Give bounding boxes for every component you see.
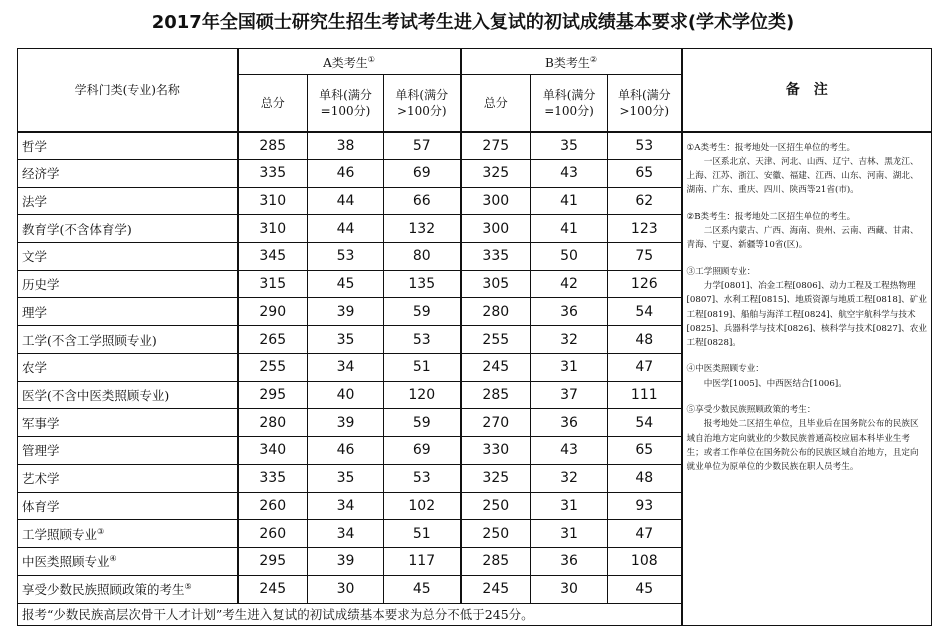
score-cell: 132 [384, 215, 461, 243]
note-item [687, 403, 928, 474]
a-total-header: 总分 [238, 75, 308, 132]
score-cell: 36 [531, 409, 608, 437]
score-cell: 34 [308, 353, 384, 381]
score-cell: 335 [461, 242, 531, 270]
score-cell: 250 [461, 492, 531, 520]
score-cell: 36 [531, 548, 608, 576]
score-cell: 45 [308, 270, 384, 298]
subject-header: 学科门类(专业)名称 [18, 49, 238, 132]
subject-cell: 管理学 [18, 437, 238, 465]
note-body: 力学[0801]、冶金工程[0806]、动力工程及工程热物理[0807]、水利工程[0815]、地质资源与地质工程[0818]、矿业工程[0819]、船舶与海洋工程[0824]、航空宇航科学与技术[0825]、兵器科学与技术[0826]、核科学与技术[0827]、农业工程[0828]。 [686, 280, 927, 349]
score-cell: 53 [308, 242, 384, 270]
page-title: 2017年全国硕士研究生招生考试考生进入复试的初试成绩基本要求(学术学位类) [151, 12, 795, 33]
footer-note: 报考“少数民族高层次骨干人才计划”考生进入复试的初试成绩基本要求为总分不低于245分。 [18, 603, 682, 625]
score-cell: 69 [384, 159, 461, 187]
remarks-cell [682, 132, 932, 626]
subject-cell: 经济学 [18, 159, 238, 187]
score-cell: 59 [384, 298, 461, 326]
score-cell: 37 [531, 381, 608, 409]
score-cell: 51 [384, 353, 461, 381]
subject-cell: 法学 [18, 187, 238, 215]
score-cell: 275 [461, 132, 531, 160]
score-cell: 108 [608, 548, 682, 576]
note-item [687, 141, 928, 198]
a-single100-header: 单科(满分=100分) [308, 75, 384, 132]
subject-cell: 中医类照顾专业④ [18, 548, 238, 576]
score-cell: 57 [384, 132, 461, 160]
score-cell: 260 [238, 520, 308, 548]
score-cell: 39 [308, 548, 384, 576]
score-cell: 335 [238, 159, 308, 187]
note-body: 一区系北京、天津、河北、山西、辽宁、吉林、黑龙江、上海、江苏、浙江、安徽、福建、江西、山东、河南、湖北、湖南、广东、重庆、四川、陕西等21省(市)。 [686, 156, 919, 196]
score-cell: 59 [384, 409, 461, 437]
subject-cell: 体育学 [18, 492, 238, 520]
score-cell: 31 [531, 492, 608, 520]
score-cell: 65 [608, 159, 682, 187]
score-cell: 250 [461, 520, 531, 548]
score-cell: 310 [238, 187, 308, 215]
group-a-header: A类考生① [238, 49, 461, 75]
score-cell: 41 [531, 215, 608, 243]
subject-cell: 历史学 [18, 270, 238, 298]
b-single100-header: 单科(满分=100分) [531, 75, 608, 132]
score-cell: 62 [608, 187, 682, 215]
score-cell: 75 [608, 242, 682, 270]
score-cell: 45 [608, 575, 682, 603]
score-cell: 46 [308, 437, 384, 465]
score-cell: 35 [308, 464, 384, 492]
score-cell: 270 [461, 409, 531, 437]
score-cell: 93 [608, 492, 682, 520]
score-cell: 50 [531, 242, 608, 270]
score-cell: 285 [238, 132, 308, 160]
score-cell: 325 [461, 159, 531, 187]
score-cell: 117 [384, 548, 461, 576]
score-cell: 335 [238, 464, 308, 492]
score-cell: 39 [308, 298, 384, 326]
score-cell: 32 [531, 464, 608, 492]
subject-cell: 军事学 [18, 409, 238, 437]
score-cell: 245 [461, 353, 531, 381]
score-cell: 43 [531, 437, 608, 465]
score-cell: 44 [308, 187, 384, 215]
note-heading: ③工学照顾专业： [686, 266, 756, 277]
score-cell: 53 [384, 464, 461, 492]
score-cell: 40 [308, 381, 384, 409]
note-heading: ①A类考生：报考地处一区招生单位的考生。 [686, 142, 856, 153]
score-cell: 42 [531, 270, 608, 298]
score-cell: 53 [608, 132, 682, 160]
score-cell: 51 [384, 520, 461, 548]
note-heading: ⑤享受少数民族照顾政策的考生： [686, 405, 816, 415]
score-cell: 54 [608, 409, 682, 437]
note-item [687, 210, 928, 253]
score-cell: 345 [238, 242, 308, 270]
score-cell: 32 [531, 326, 608, 354]
subject-cell: 农学 [18, 353, 238, 381]
score-cell: 44 [308, 215, 384, 243]
score-cell: 39 [308, 409, 384, 437]
subject-cell: 文学 [18, 242, 238, 270]
score-cell: 245 [238, 575, 308, 603]
b-total-header: 总分 [461, 75, 531, 132]
note-heading: ②B类考生：报考地处二区招生单位的考生。 [686, 211, 856, 222]
score-cell: 43 [531, 159, 608, 187]
score-cell: 295 [238, 548, 308, 576]
score-cell: 265 [238, 326, 308, 354]
note-body: 中医学[1005]、中西医结合[1006]。 [703, 378, 847, 389]
score-cell: 46 [308, 159, 384, 187]
score-cell: 295 [238, 381, 308, 409]
score-cell: 126 [608, 270, 682, 298]
score-cell: 135 [384, 270, 461, 298]
note-item [687, 362, 928, 391]
subject-cell: 医学(不含中医类照顾专业) [18, 381, 238, 409]
subject-cell: 理学 [18, 298, 238, 326]
score-cell: 310 [238, 215, 308, 243]
score-cell: 31 [531, 353, 608, 381]
score-cell: 48 [608, 326, 682, 354]
score-cell: 300 [461, 215, 531, 243]
score-cell: 36 [531, 298, 608, 326]
subject-cell: 教育学(不含体育学) [18, 215, 238, 243]
score-cell: 245 [461, 575, 531, 603]
score-cell: 111 [608, 381, 682, 409]
group-b-header: B类考生② [461, 49, 682, 75]
score-cell: 340 [238, 437, 308, 465]
score-cell: 120 [384, 381, 461, 409]
score-cell: 280 [238, 409, 308, 437]
score-cell: 65 [608, 437, 682, 465]
score-cell: 47 [608, 353, 682, 381]
score-cell: 45 [384, 575, 461, 603]
score-cell: 34 [308, 520, 384, 548]
score-cell: 305 [461, 270, 531, 298]
score-cell: 255 [461, 326, 531, 354]
score-cell: 315 [238, 270, 308, 298]
score-cell: 285 [461, 548, 531, 576]
score-cell: 280 [461, 298, 531, 326]
subject-cell: 工学(不含工学照顾专业) [18, 326, 238, 354]
subject-cell: 哲学 [18, 132, 238, 160]
score-cell: 123 [608, 215, 682, 243]
table-row [18, 132, 932, 160]
note-item [687, 265, 928, 351]
b-singlegt100-header: 单科(满分>100分) [608, 75, 682, 132]
score-cell: 330 [461, 437, 531, 465]
score-cell: 102 [384, 492, 461, 520]
score-cell: 35 [308, 326, 384, 354]
subject-cell: 享受少数民族照顾政策的考生⑤ [18, 575, 238, 603]
score-cell: 41 [531, 187, 608, 215]
subject-cell: 艺术学 [18, 464, 238, 492]
score-cell: 300 [461, 187, 531, 215]
a-singlegt100-header: 单科(满分>100分) [384, 75, 461, 132]
score-cell: 30 [531, 575, 608, 603]
score-cell: 66 [384, 187, 461, 215]
score-cell: 38 [308, 132, 384, 160]
score-cell: 31 [531, 520, 608, 548]
remarks-header: 备 注 [682, 49, 932, 132]
score-cell: 325 [461, 464, 531, 492]
note-body: 二区系内蒙古、广西、海南、贵州、云南、西藏、甘肃、青海、宁夏、新疆等10省(区)。 [686, 226, 919, 251]
score-cell: 47 [608, 520, 682, 548]
score-cell: 35 [531, 132, 608, 160]
subject-cell: 工学照顾专业③ [18, 520, 238, 548]
score-cell: 290 [238, 298, 308, 326]
note-body: 报考地处二区招生单位，且毕业后在国务院公布的民族区域自治地方定向就业的少数民族普通高校应届本科毕业生考生；或者工作单位在国务院公布的民族区域自治地方，且定向就业单位为原单位的少数民族在职人员考生。 [686, 419, 919, 473]
score-cell: 48 [608, 464, 682, 492]
score-table [17, 48, 932, 626]
score-cell: 285 [461, 381, 531, 409]
score-cell: 80 [384, 242, 461, 270]
score-cell: 53 [384, 326, 461, 354]
score-cell: 54 [608, 298, 682, 326]
note-heading: ④中医类照顾专业： [686, 364, 764, 375]
score-cell: 255 [238, 353, 308, 381]
score-cell: 69 [384, 437, 461, 465]
score-cell: 34 [308, 492, 384, 520]
score-cell: 260 [238, 492, 308, 520]
score-cell: 30 [308, 575, 384, 603]
